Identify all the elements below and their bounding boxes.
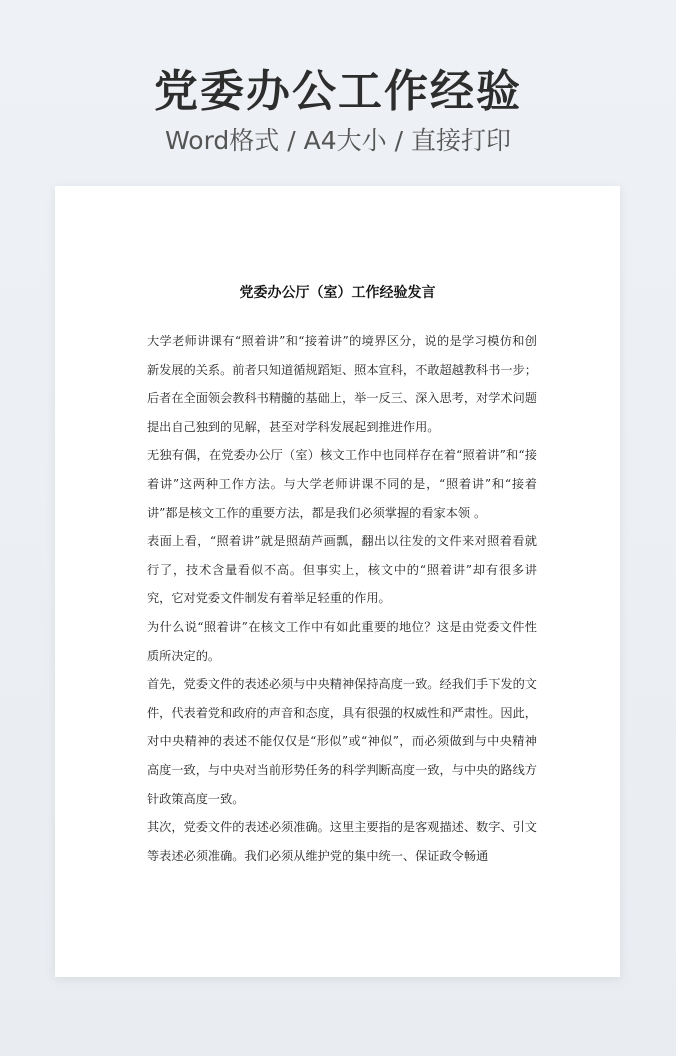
banner-title: 党委办公工作经验 — [154, 66, 522, 117]
paragraph: 无独有偶，在党委办公厅（室）核文工作中也同样存在着“照着讲”和“接着讲”这两种工作方法。与大学老师讲课不同的是，“照着讲”和“接着讲”都是核文工作的重要方法，都是我们必须掌握的看家本领 。 — [147, 448, 537, 520]
banner-header — [0, 62, 676, 158]
paragraph: 表面上看，“照着讲”就是照葫芦画瓢，翻出以往发的文件来对照着看就行了，技术含量看似不高。但事实上，核文中的“照着讲”却有很多讲究，它对党委文件制发有着举足轻重的作用。 — [147, 534, 537, 606]
paragraph: 首先，党委文件的表述必须与中央精神保持高度一致。经我们手下发的文件，代表着党和政府的声音和态度，具有很强的权威性和严肃性。因此，对中央精神的表述不能仅仅是“形似”或“神似”，而必须做到与中央精神高度一致，与中央对当前形势任务的科学判断高度一致，与中央的路线方针政策高度一致。 — [147, 677, 537, 806]
banner-subtitle: Word格式 / A4大小 / 直接打印 — [165, 126, 511, 155]
paragraph: 为什么说“照着讲”在核文工作中有如此重要的地位？这是由党委文件性质所决定的。 — [147, 619, 537, 663]
document-page — [55, 186, 620, 977]
paragraph: 大学老师讲课有“照着讲”和“接着讲”的境界区分，说的是学习模仿和创新发展的关系。前者只知道循规蹈矩、照本宣科，不敢超越教科书一步；后者在全面领会教科书精髓的基础上，举一反三、深入思考，对学术问题提出自己独到的见解，甚至对学科发展起到推进作用。 — [147, 334, 537, 434]
document-title: 党委办公厅（室）工作经验发言 — [239, 285, 436, 301]
paragraph: 其次，党委文件的表述必须准确。这里主要指的是客观描述、数字、引文等表述必须准确。我们必须从维护党的集中统一、保证政令畅通 — [147, 820, 537, 863]
document-body — [147, 327, 537, 870]
